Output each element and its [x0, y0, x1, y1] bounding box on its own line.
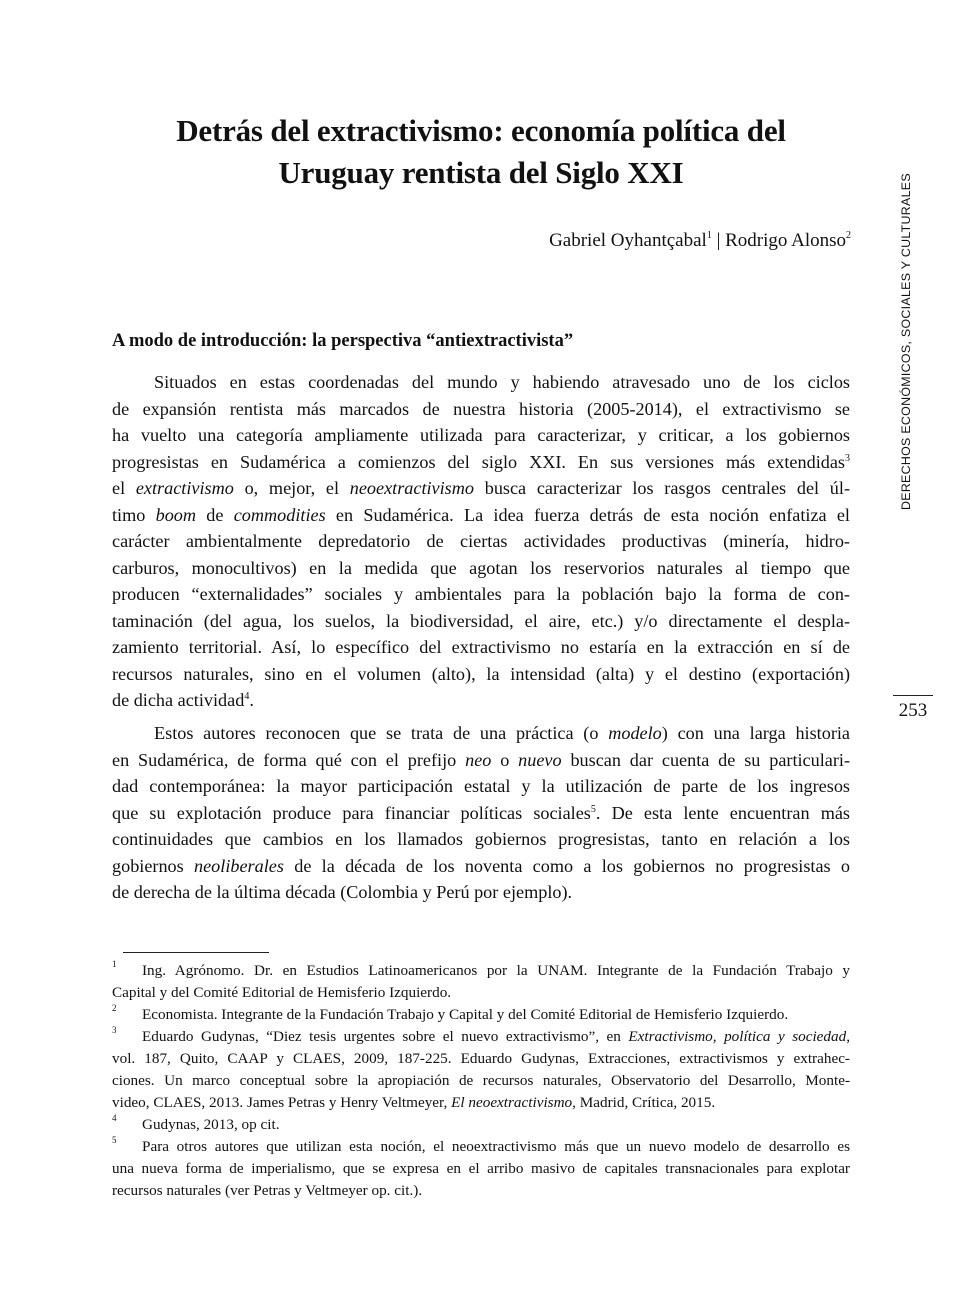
- text-line: Estos autores reconocen que se trata de una práctica (o modelo) con una larga historia: [154, 723, 851, 743]
- emphasis: neoliberales: [194, 855, 284, 876]
- title-line-2: Uruguay rentista del Siglo XXI: [278, 155, 684, 190]
- footnote-divider: [123, 952, 269, 953]
- emphasis: commodities: [233, 504, 326, 525]
- emphasis: Extractivismo, política y sociedad: [628, 1028, 847, 1045]
- footnote-1: 1 Ing. Agrónomo. Dr. en Estudios Latinoamericanos por la UNAM. Integrante de la Fundación Trabajo y: [112, 959, 850, 979]
- footnote-number: 5: [112, 1135, 117, 1145]
- text-line: recursos naturales, sino en el volumen (alto), la intensidad (alta) y el destino (exportación): [112, 663, 850, 684]
- author-separator: |: [711, 230, 726, 251]
- body-paragraph: [112, 369, 850, 714]
- emphasis: boom: [155, 504, 197, 525]
- footnote-5-cont: recursos naturales (ver Petras y Veltmeyer op. cit.).: [112, 1182, 423, 1199]
- text-line: en Sudamérica, de forma qué con el prefijo neo o nuevo buscan dar cuenta de su particulari-: [112, 749, 851, 770]
- footnote-5-cont: una nueva forma de imperialismo, que se expresa en el arribo masivo de capitales transnacionales para explotar: [112, 1160, 850, 1177]
- author-name: Gabriel Oyhantçabal: [549, 230, 707, 251]
- text-line: dad contemporánea: la mayor participación estatal y la utilización de parte de los ingresos: [112, 776, 850, 796]
- text-line: el extractivismo o, mejor, el neoextractivismo busca caracterizar los rasgos centrales del úl-: [112, 478, 850, 498]
- footnote-4: 4 Gudynas, 2013, op cit.: [112, 1113, 280, 1133]
- emphasis: modelo: [608, 723, 662, 743]
- text-line: Situados en estas coordenadas del mundo y habiendo atravesado uno de los ciclos: [154, 372, 850, 392]
- title-line-1: Detrás del extractivismo: economía política del: [176, 113, 786, 148]
- emphasis: extractivismo: [135, 478, 234, 498]
- text-line: que su explotación produce para financiar políticas sociales$^5$. De esta lente encuentran más: [112, 802, 850, 823]
- running-section-label: DERECHOS ECONÓMICOS, SOCIALES Y CULTURALES: [899, 173, 913, 510]
- footnote-3-cont: ciones. Un marco conceptual sobre la apropiación de recursos naturales, Observatorio del Desarrollo, Monte-: [112, 1072, 850, 1089]
- authors-line: [549, 228, 851, 254]
- text-line: continuidades que cambios en los llamados gobiernos progresistas, tanto en relación a los: [112, 829, 850, 849]
- footnote-3-cont: vol. 187, Quito, CAAP y CLAES, 2009, 187-225. Eduardo Gudynas, Extracciones, extractivismos y extrahec-: [112, 1050, 850, 1067]
- emphasis: El neoextractivismo: [451, 1094, 573, 1111]
- page-number-rule: [893, 695, 933, 696]
- footnote-3-cont: video, CLAES, 2013. James Petras y Henry Veltmeyer, El neoextractivismo, Madrid, Crítica, 2015.: [112, 1094, 716, 1111]
- text-line: zamiento territorial. Así, lo específico del extractivismo no estaría en la extracción en sí de: [112, 637, 850, 657]
- footnote-ref[interactable]: 2: [846, 230, 851, 241]
- footnote-3: 3 Eduardo Gudynas, “Diez tesis urgentes sobre el nuevo extractivismo”, en Extractivismo, política y sociedad,: [112, 1025, 851, 1045]
- text-line: de dicha actividad$^4$.: [112, 690, 254, 710]
- footnote-ref[interactable]: 1: [706, 230, 712, 241]
- article-title: [112, 110, 850, 194]
- footnote-ref[interactable]: 4: [244, 691, 250, 702]
- text-line: de derecha de la última década (Colombia y Perú por ejemplo).: [112, 882, 573, 902]
- footnotes: [112, 960, 850, 1202]
- footnote-number: 4: [112, 1113, 117, 1123]
- text-line: carburos, monocultivos) en la medida que agotan los reservorios naturales al tiempo que: [112, 557, 850, 578]
- text-line: progresistas en Sudamérica a comienzos del siglo XXI. En sus versiones más extendidas$^3$: [112, 451, 850, 472]
- footnote-number: 1: [112, 959, 117, 969]
- emphasis: neoextractivismo: [349, 478, 474, 498]
- text-line: producen “externalidades” sociales y ambientales para la población bajo la forma de con-: [112, 584, 850, 604]
- text-line: ha vuelto una categoría ampliamente utilizada para caracterizar, y criticar, a los gobiernos: [112, 425, 850, 445]
- body-paragraph: [112, 720, 850, 906]
- text-line: gobiernos neoliberales de la década de los noventa como a los gobiernos no progresistas o: [112, 855, 850, 876]
- footnote-5: 5 Para otros autores que utilizan esta noción, el neoextractivismo más que un nuevo modelo de desarrollo es: [112, 1135, 850, 1155]
- footnote-1-cont: Capital y del Comité Editorial de Hemisferio Izquierdo.: [112, 984, 452, 1001]
- footnote-ref[interactable]: 3: [845, 452, 850, 464]
- author-name: Rodrigo Alonso: [725, 230, 846, 251]
- text-line: carácter ambientalmente depredatorio de ciertas actividades productivas (minería, hidro-: [112, 531, 850, 551]
- page-number: 253: [898, 700, 928, 721]
- footnote-number: 2: [112, 1003, 117, 1013]
- footnote-2: 2 Economista. Integrante de la Fundación Trabajo y Capital y del Comité Editorial de Hemisferio Izquierdo.: [112, 1003, 789, 1023]
- text-line: taminación (del agua, los suelos, la biodiversidad, el aire, etc.) y/o directamente el despla-: [112, 610, 850, 631]
- section-heading: A modo de introducción: la perspectiva “antiextractivista”: [112, 331, 574, 351]
- footnote-number: 3: [112, 1025, 117, 1035]
- text-line: de expansión rentista más marcados de nuestra historia (2005-2014), el extractivismo se: [112, 398, 850, 419]
- text-line: timo boom de commodities en Sudamérica. La idea fuerza detrás de esta noción enfatiza el: [112, 504, 850, 525]
- emphasis: nuevo: [518, 749, 562, 770]
- emphasis: neo: [465, 749, 492, 770]
- footnote-ref[interactable]: 5: [590, 803, 596, 815]
